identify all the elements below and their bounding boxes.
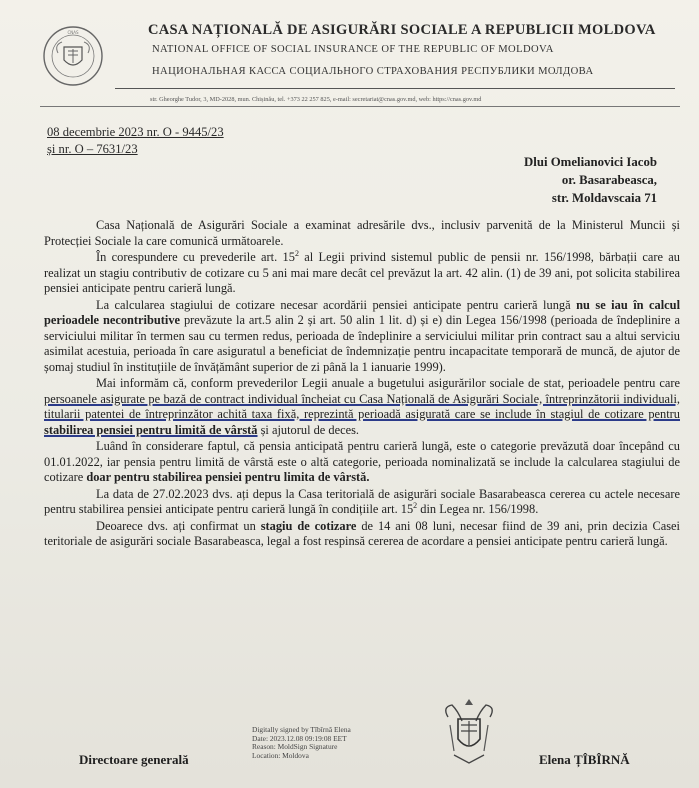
contact-line: str. Gheorghe Tudor, 3, MD-2028, mun. Chișinău, tel. +373 22 257 825, e-mail: secretariat@cnas.gov.md, web: https://cnas.gov.md xyxy=(150,96,482,103)
paragraph-5: Luând în considerare faptul, că pensia anticipată pentru carieră lungă, este o categorie prevăzută doar începând cu 01.01.2022, iar pensia pentru limită de vârstă este o altă categorie, perioada nominalizată se include la calcularea stagiului de cotizare doar pentru stabilirea pensiei pentru limita de vârstă. xyxy=(44,439,680,484)
reference-number-2: și nr. O – 7631/23 xyxy=(47,142,138,156)
coat-of-arms-icon xyxy=(440,695,498,769)
paragraph-3: La calcularea stagiului de cotizare necesar acordării pensiei anticipate pentru carieră lungă nu se iau în calcul perioadele necontributive prevăzute la art.5 alin 2 și art. 50 alin 1 lit. d) și e) din Legea 156/1998 (perioada de îndeplinire a serviciului militar în termen sau cu termen redus, perioada de îndeplinire a serviciului militar prin contract sau a altui serviciu asimilat acestuia, perioada în care asiguratul a beneficiat de îndemnizație pentru incapacitate temporară de muncă, de ajutor de șomaj studiul în instituțiile de învățământ superior de zi până la 1 ianuarie 1999). xyxy=(44,297,681,374)
paragraph-6: La data de 27.02.2023 dvs. ați depus la Casa teritorială de asigurări sociale Basarabeasca cererea cu actele necesare pentru stabilirea pensiei anticipate pentru carieră lungă în condițiile art. $15^2$ din Legea nr. 156/1998. xyxy=(44,486,680,516)
recipient-city: or. Basarabeasca, xyxy=(561,173,657,187)
paragraph-1: Casa Națională de Asigurări Sociale a examinat adresările dvs., inclusiv parvenită de la Ministerul Muncii și Protecției Sociale la care comunică următoarele. xyxy=(44,218,680,248)
cnas-seal-icon xyxy=(42,25,104,87)
institution-title: CASA NAȚIONALĂ DE ASIGURĂRI SOCIALE A REPUBLICII MOLDOVA xyxy=(148,22,656,38)
recipient-street: str. Moldavscaia 71 xyxy=(551,191,657,205)
underlined-passage: persoanele asigurate pe bază de contract individual încheiat cu Casa Națională de Asigurări Sociale, întreprinzătorii individuali, titularii patentei de întreprinzător achită taxa fixă, reprezintă perioadă asigurată care se include în stagiul de cotizare pentru xyxy=(44,391,680,421)
header-divider-2 xyxy=(40,106,680,107)
header-divider xyxy=(115,88,675,89)
reference-number: 08 decembrie 2023 nr. O - 9445/23 xyxy=(47,125,224,139)
svg-text:CNAS: CNAS xyxy=(67,30,79,35)
recipient-name: Dlui Omelianovici Iacob xyxy=(524,155,657,169)
signatory-name: Elena ȚÎBÎRNĂ xyxy=(539,752,630,767)
paragraph-4: Mai informăm că, conform prevederilor Legii anuale a bugetului asigurărilor sociale de stat, perioadele pentru care persoanele asigurate pe bază de contract individual încheiat cu Casa Națională de Asigurări Sociale, întreprinzătorii individuali, titularii patentei de întreprinzător achită taxa fixă, reprezintă perioadă asigurată care se include în stagiul de cotizare pentru stabilirea pensiei pentru limită de vârstă și ajutorul de deces. xyxy=(44,376,680,437)
paragraph-7: Deoarece dvs. ați confirmat un stagiu de cotizare de 14 ani 08 luni, necesar fiind de 39 ani, prin decizia Casei teritoriale de asigurări sociale Basarabeasca, legal a fost respinsă cererea de acordare a pensiei anticipate pentru carieră lungă. xyxy=(44,518,680,548)
recipient-address xyxy=(524,153,657,207)
institution-title-en: NATIONAL OFFICE OF SOCIAL INSURANCE OF THE REPUBLIC OF MOLDOVA xyxy=(152,44,554,55)
digital-signature-block: Digitally signed by Tîbîrnă Elena Date: 2023.12.08 09:19:08 EET Reason: MoldSign Signature Location: Moldova xyxy=(252,725,351,760)
paragraph-2: În corespundere cu prevederile art. $15^2$ al Legii privind sistemul public de pensii nr. 156/1998, bărbații care au realizat un stagiu contributiv de cotizare cu 5 ani mai mare decât cel prevăzut la art. 42 alin. (1) de 39 ani, pot solicita stabilirea pensiei anticipate pentru carieră lungă. xyxy=(44,248,680,295)
letter-body xyxy=(44,218,680,551)
signatory-position: Directoare generală xyxy=(79,752,189,767)
institution-title-ru: НАЦИОНАЛЬНАЯ КАССА СОЦИАЛЬНОГО СТРАХОВАНИЯ РЕСПУБЛИКИ МОЛДОВА xyxy=(152,66,594,77)
